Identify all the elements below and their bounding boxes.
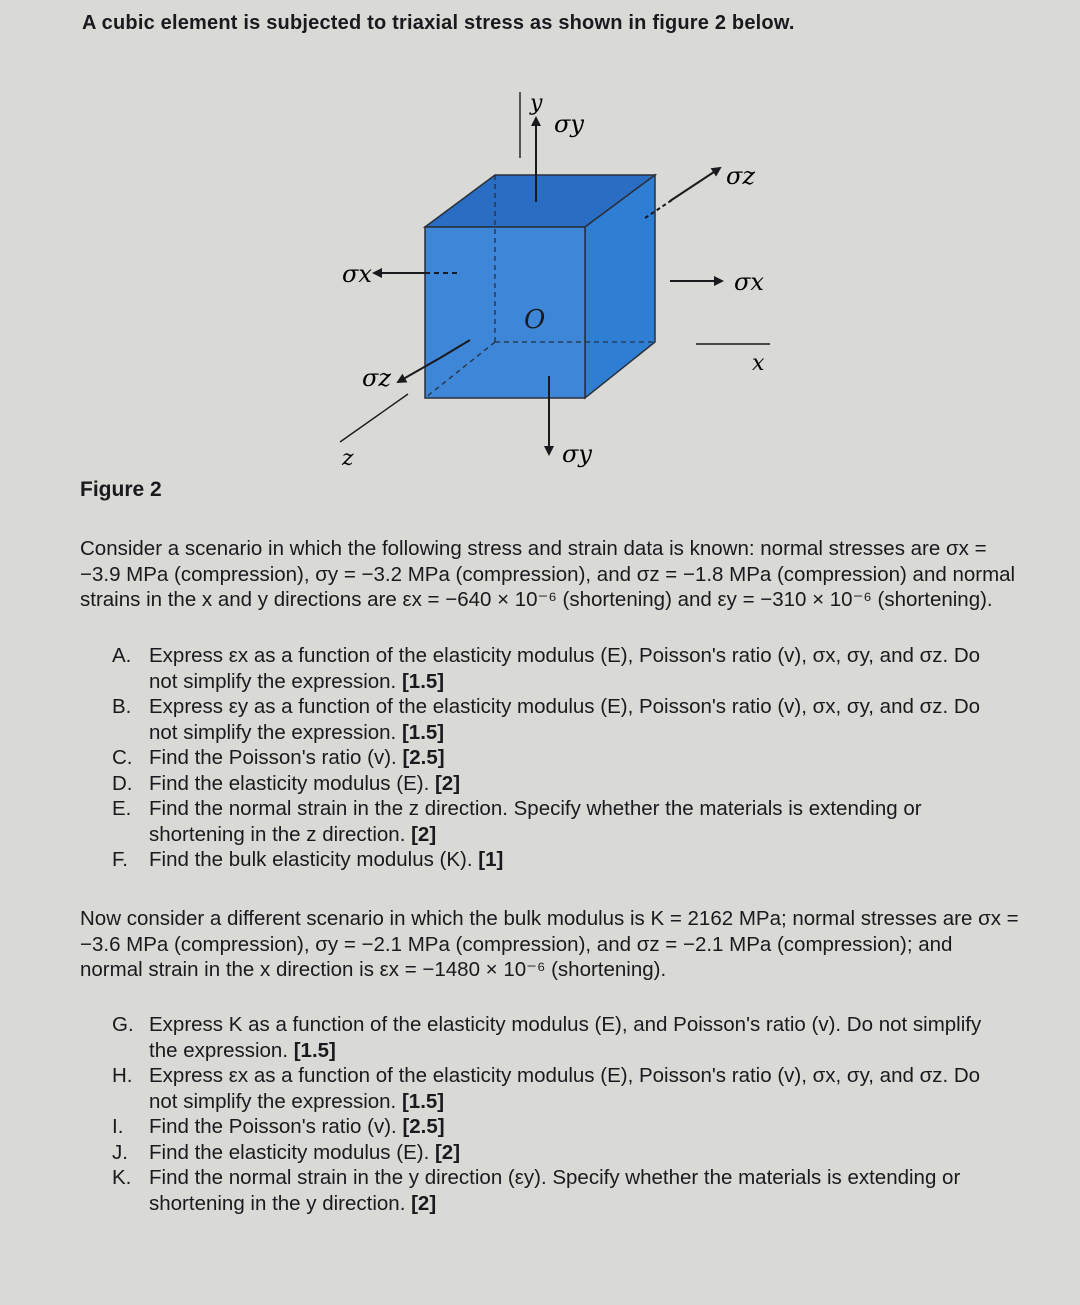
z-axis-label: z	[342, 446, 354, 471]
cube-front-face	[425, 227, 585, 398]
question-text: Find the elasticity modulus (E).	[149, 1140, 430, 1164]
scenario1-intro: Consider a scenario in which the following stress and strain data is known: normal stresses are σx = −3.9 MPa (compression), σy = −3.2 MPa (compression), and σz = −1.8 MPa (compression) and normal strains in the x and y directions are εx = −640 × 10⁻⁶ (shortening) and εy = −310 × 10⁻⁶ (shortening).	[80, 537, 1016, 611]
z-axis-line	[340, 394, 408, 442]
question-letter: A.	[112, 644, 132, 667]
sigma-z-left-label: σz	[362, 364, 392, 392]
question-letter: G.	[112, 1013, 134, 1036]
question-text: Express εx as a function of the elasticity modulus (E), Poisson's ratio (v), σx, σy, and σz. Do not simplify the expression.	[149, 1064, 981, 1113]
origin-label: O	[524, 305, 546, 335]
question-points: [1.5]	[293, 1038, 336, 1062]
sigma-y-bottom-label: σy	[562, 440, 592, 468]
sigma-z-right-label: σz	[726, 162, 756, 190]
question-points: [1]	[478, 848, 504, 871]
question-d	[112, 771, 1012, 797]
sigma-z-right-arrow	[670, 168, 720, 201]
question-text: Express εy as a function of the elasticity modulus (E), Poisson's ratio (v), σx, σy, and σz. Do not simplify the expression.	[149, 695, 981, 744]
question-points: [2]	[434, 1140, 461, 1164]
scenario1-question-list	[112, 643, 1012, 873]
question-letter: K.	[112, 1166, 132, 1189]
question-letter: D.	[112, 771, 133, 795]
question-k	[112, 1165, 1012, 1216]
question-letter: C.	[112, 746, 133, 769]
sigma-y-top-label: σy	[554, 110, 584, 138]
question-points: [2]	[411, 1191, 437, 1215]
problem-title: A cubic element is subjected to triaxial stress as shown in figure 2 below.	[82, 12, 795, 34]
question-j	[112, 1140, 1012, 1166]
question-text: Express K as a function of the elasticity modulus (E), and Poisson's ratio (v). Do not simplify the expression.	[149, 1013, 982, 1062]
y-axis-label: y	[530, 91, 543, 116]
question-text: Find the normal strain in the z direction. Specify whether the materials is extending or shortening in the z direction.	[149, 797, 922, 846]
question-letter: B.	[112, 695, 132, 718]
sigma-x-right-label: σx	[734, 268, 764, 296]
question-points: [1.5]	[401, 720, 445, 744]
question-text: Find the bulk elasticity modulus (K).	[149, 848, 473, 871]
question-text: Find the normal strain in the y direction (εy). Specify whether the materials is extending or shortening in the y direction.	[149, 1166, 961, 1215]
question-points: [1.5]	[401, 669, 445, 693]
question-text: Find the Poisson's ratio (v).	[149, 1115, 397, 1138]
question-letter: E.	[112, 797, 132, 820]
question-points: [2]	[411, 822, 437, 846]
scenario2-intro: Now consider a different scenario in which the bulk modulus is K = 2162 MPa; normal stresses are σx = −3.6 MPa (compression), σy = −2.1 MPa (compression), and σz = −2.1 MPa (compression); and normal strain in the x direction is εx = −1480 × 10⁻⁶ (shortening).	[80, 907, 1019, 981]
sigma-x-left-label: σx	[342, 260, 372, 288]
question-points: [2.5]	[402, 1115, 445, 1138]
question-text: Find the elasticity modulus (E).	[149, 771, 430, 795]
question-b	[112, 694, 1012, 745]
scenario2-question-list	[112, 1012, 1012, 1216]
question-letter: H.	[112, 1064, 133, 1087]
question-points: [1.5]	[401, 1089, 445, 1113]
question-text: Find the Poisson's ratio (v).	[149, 746, 397, 769]
triaxial-stress-figure	[300, 80, 820, 480]
x-axis-label: x	[752, 351, 765, 376]
question-points: [2]	[434, 771, 461, 795]
question-i	[112, 1114, 1012, 1140]
question-text: Express εx as a function of the elasticity modulus (E), Poisson's ratio (v), σx, σy, and σz. Do not simplify the expression.	[149, 644, 981, 693]
question-letter: J.	[112, 1140, 128, 1164]
question-g	[112, 1012, 1012, 1063]
question-letter: I.	[112, 1115, 124, 1138]
question-letter: F.	[112, 848, 128, 871]
figure-caption: Figure 2	[80, 478, 162, 501]
question-e	[112, 796, 1012, 847]
question-f	[112, 847, 1012, 873]
question-c	[112, 745, 1012, 771]
question-h	[112, 1063, 1012, 1114]
question-points: [2.5]	[402, 746, 445, 769]
question-a	[112, 643, 1012, 694]
